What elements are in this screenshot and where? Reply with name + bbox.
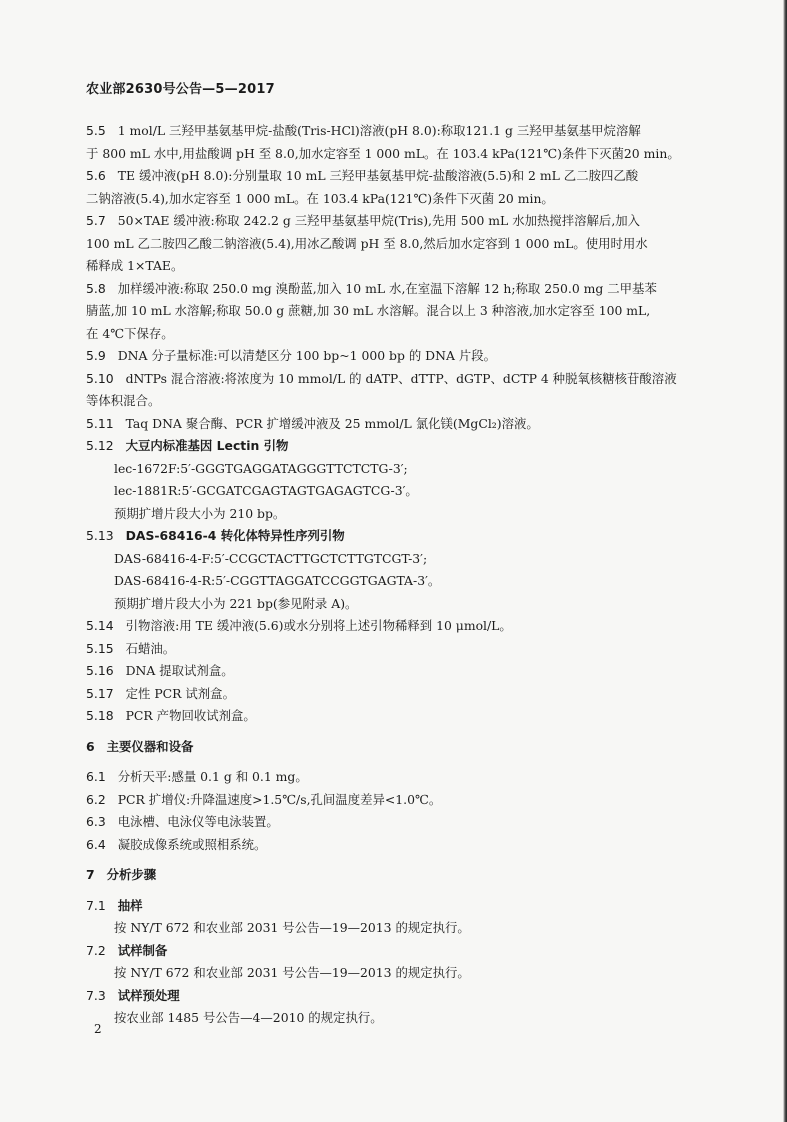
clause-number: 5.5: [86, 123, 106, 138]
clause-line: [86, 278, 698, 301]
clause-line: [86, 834, 698, 857]
clause-number: 5.17: [86, 685, 114, 701]
clause-line: [86, 165, 698, 188]
clause-number: 6.4: [86, 836, 106, 852]
clause-number: 5.11: [86, 415, 114, 431]
clause-number: 7: [86, 867, 95, 882]
continuation-line: [86, 480, 698, 503]
clause-number: 5.7: [86, 213, 106, 228]
clause-number: 7.3: [86, 987, 106, 1003]
clause-text: 分析步骤: [106, 867, 157, 882]
clause-text: PCR 扩增仪:升降温速度>1.5℃/s,孔间温度差异<1.0℃。: [117, 791, 442, 807]
continuation-line: [86, 593, 698, 616]
clause-line: [86, 985, 698, 1008]
clause-line: [86, 660, 698, 683]
clause-text: 腈蓝,加 10 mL 水溶解;称取 50.0 g 蔗糖,加 30 mL 水溶解。混合以上 3 种溶液,加水定容至 100 mL,: [86, 303, 651, 318]
clause-number: 6.2: [86, 791, 106, 807]
continuation-line: [86, 143, 698, 166]
clause-line: [86, 638, 698, 661]
clause-text: 按农业部 1485 号公告—4—2010 的规定执行。: [114, 1010, 383, 1025]
clause-line: [86, 210, 698, 233]
clause-text: DAS-68416-4-R:5′-CGGTTAGGATCCGGTGAGTA-3′。: [114, 573, 441, 588]
clause-number: 5.8: [86, 280, 106, 296]
clause-text: lec-1672F:5′-GGGTGAGGATAGGGTTCTCTG-3′;: [114, 460, 408, 476]
continuation-line: [86, 255, 698, 278]
clause-text: lec-1881R:5′-GCGATCGAGTAGTGAGAGTCG-3′。: [114, 483, 418, 498]
clause-text: 1 mol/L 三羟甲基氨基甲烷-盐酸(Tris-HCl)溶液(pH 8.0):称取121.1 g 三羟甲基氨基甲烷溶解: [117, 123, 641, 138]
spacer: [86, 758, 698, 766]
section-heading: [86, 736, 698, 759]
clause-line: [86, 120, 698, 143]
clause-number: 5.12: [86, 438, 114, 453]
clause-number: 7.2: [86, 942, 106, 958]
clause-line: [86, 368, 698, 391]
continuation-line: [86, 233, 698, 256]
clause-line: [86, 413, 698, 436]
spacer: [86, 887, 698, 895]
clause-text: 预期扩增片段大小为 221 bp(参见附录 A)。: [114, 595, 358, 611]
clause-line: [86, 435, 698, 458]
clause-text: 于 800 mL 水中,用盐酸调 pH 至 8.0,加水定容至 1 000 mL。在 103.4 kPa(121℃)条件下灭菌20 min。: [86, 145, 680, 161]
clause-text: 大豆内标准基因 Lectin 引物: [125, 438, 289, 453]
clause-text: 按 NY/T 672 和农业部 2031 号公告—19—2013 的规定执行。: [114, 920, 470, 935]
clause-text: 等体积混合。: [86, 393, 161, 408]
clause-text: 抽样: [117, 897, 143, 913]
continuation-line: [86, 390, 698, 413]
spacer: [86, 856, 698, 864]
document-body: [86, 120, 698, 1030]
section-heading: [86, 864, 698, 887]
clause-text: 50×TAE 缓冲液:称取 242.2 g 三羟甲基氨基甲烷(Tris),先用 500 mL 水加热搅拌溶解后,加入: [117, 213, 641, 228]
clause-line: [86, 615, 698, 638]
clause-number: 5.10: [86, 370, 114, 386]
clause-text: 加样缓冲液:称取 250.0 mg 溴酚蓝,加入 10 mL 水,在室温下溶解 12 h;称取 250.0 mg 二甲基苯: [117, 280, 657, 296]
continuation-line: [86, 962, 698, 985]
clause-line: [86, 895, 698, 918]
clause-number: 6.3: [86, 814, 106, 829]
clause-number: 5.13: [86, 528, 114, 543]
clause-text: 引物溶液:用 TE 缓冲液(5.6)或水分别将上述引物稀释到 10 μmol/L。: [125, 618, 512, 633]
clause-text: DNA 提取试剂盒。: [125, 663, 234, 678]
clause-line: [86, 683, 698, 706]
clause-text: 按 NY/T 672 和农业部 2031 号公告—19—2013 的规定执行。: [114, 965, 470, 980]
clause-line: [86, 766, 698, 789]
spacer: [86, 728, 698, 736]
continuation-line: [86, 300, 698, 323]
clause-text: TE 缓冲液(pH 8.0):分别量取 10 mL 三羟甲基氨基甲烷-盐酸溶液(5.5)和 2 mL 乙二胺四乙酸: [117, 168, 639, 183]
clause-number: 7.1: [86, 897, 106, 913]
clause-line: [86, 345, 698, 368]
continuation-line: [86, 1007, 698, 1030]
clause-number: 6.1: [86, 769, 106, 784]
clause-text: 在 4℃下保存。: [86, 325, 174, 341]
clause-text: 凝胶成像系统或照相系统。: [117, 836, 267, 852]
clause-text: 二钠溶液(5.4),加水定容至 1 000 mL。在 103.4 kPa(121℃)条件下灭菌 20 min。: [86, 190, 554, 206]
clause-text: DAS-68416-4-F:5′-CCGCTACTTGCTCTTGTCGT-3′;: [114, 550, 428, 566]
clause-text: DNA 分子量标准:可以清楚区分 100 bp~1 000 bp 的 DNA 片段。: [117, 348, 497, 363]
clause-text: PCR 产物回收试剂盒。: [125, 708, 256, 723]
continuation-line: [86, 323, 698, 346]
scan-edge: [783, 0, 787, 1122]
clause-number: 5.18: [86, 708, 114, 723]
page-number: 2: [94, 1022, 102, 1036]
clause-number: 5.6: [86, 168, 106, 183]
clause-number: 6: [86, 738, 95, 754]
clause-line: [86, 789, 698, 812]
clause-text: 分析天平:感量 0.1 g 和 0.1 mg。: [117, 769, 308, 784]
clause-number: 5.16: [86, 663, 114, 678]
clause-text: DAS-68416-4 转化体特异性序列引物: [125, 528, 345, 543]
clause-text: 试样预处理: [117, 987, 180, 1003]
clause-line: [86, 811, 698, 834]
clause-line: [86, 940, 698, 963]
clause-text: 100 mL 乙二胺四乙酸二钠溶液(5.4),用冰乙酸调 pH 至 8.0,然后加水定容到 1 000 mL。使用时用水: [86, 235, 648, 251]
clause-text: Taq DNA 聚合酶、PCR 扩增缓冲液及 25 mmol/L 氯化镁(MgCl₂)溶液。: [125, 415, 539, 431]
continuation-line: [86, 458, 698, 481]
clause-line: [86, 705, 698, 728]
clause-text: 稀释成 1×TAE。: [86, 258, 184, 273]
clause-text: 试样制备: [117, 942, 168, 958]
clause-number: 5.9: [86, 348, 106, 363]
clause-text: 主要仪器和设备: [106, 738, 194, 754]
clause-text: 电泳槽、电泳仪等电泳装置。: [117, 814, 279, 829]
continuation-line: [86, 188, 698, 211]
clause-text: 石蜡油。: [125, 640, 176, 656]
continuation-line: [86, 503, 698, 526]
page-header: 农业部2630号公告—5—2017: [86, 82, 275, 97]
continuation-line: [86, 548, 698, 571]
clause-text: 定性 PCR 试剂盒。: [125, 685, 235, 701]
clause-line: [86, 525, 698, 548]
continuation-line: [86, 917, 698, 940]
continuation-line: [86, 570, 698, 593]
clause-text: 预期扩增片段大小为 210 bp。: [114, 505, 286, 521]
clause-number: 5.15: [86, 640, 114, 656]
clause-number: 5.14: [86, 618, 114, 633]
clause-text: dNTPs 混合溶液:将浓度为 10 mmol/L 的 dATP、dTTP、dGTP、dCTP 4 种脱氧核糖核苷酸溶液: [125, 370, 677, 386]
